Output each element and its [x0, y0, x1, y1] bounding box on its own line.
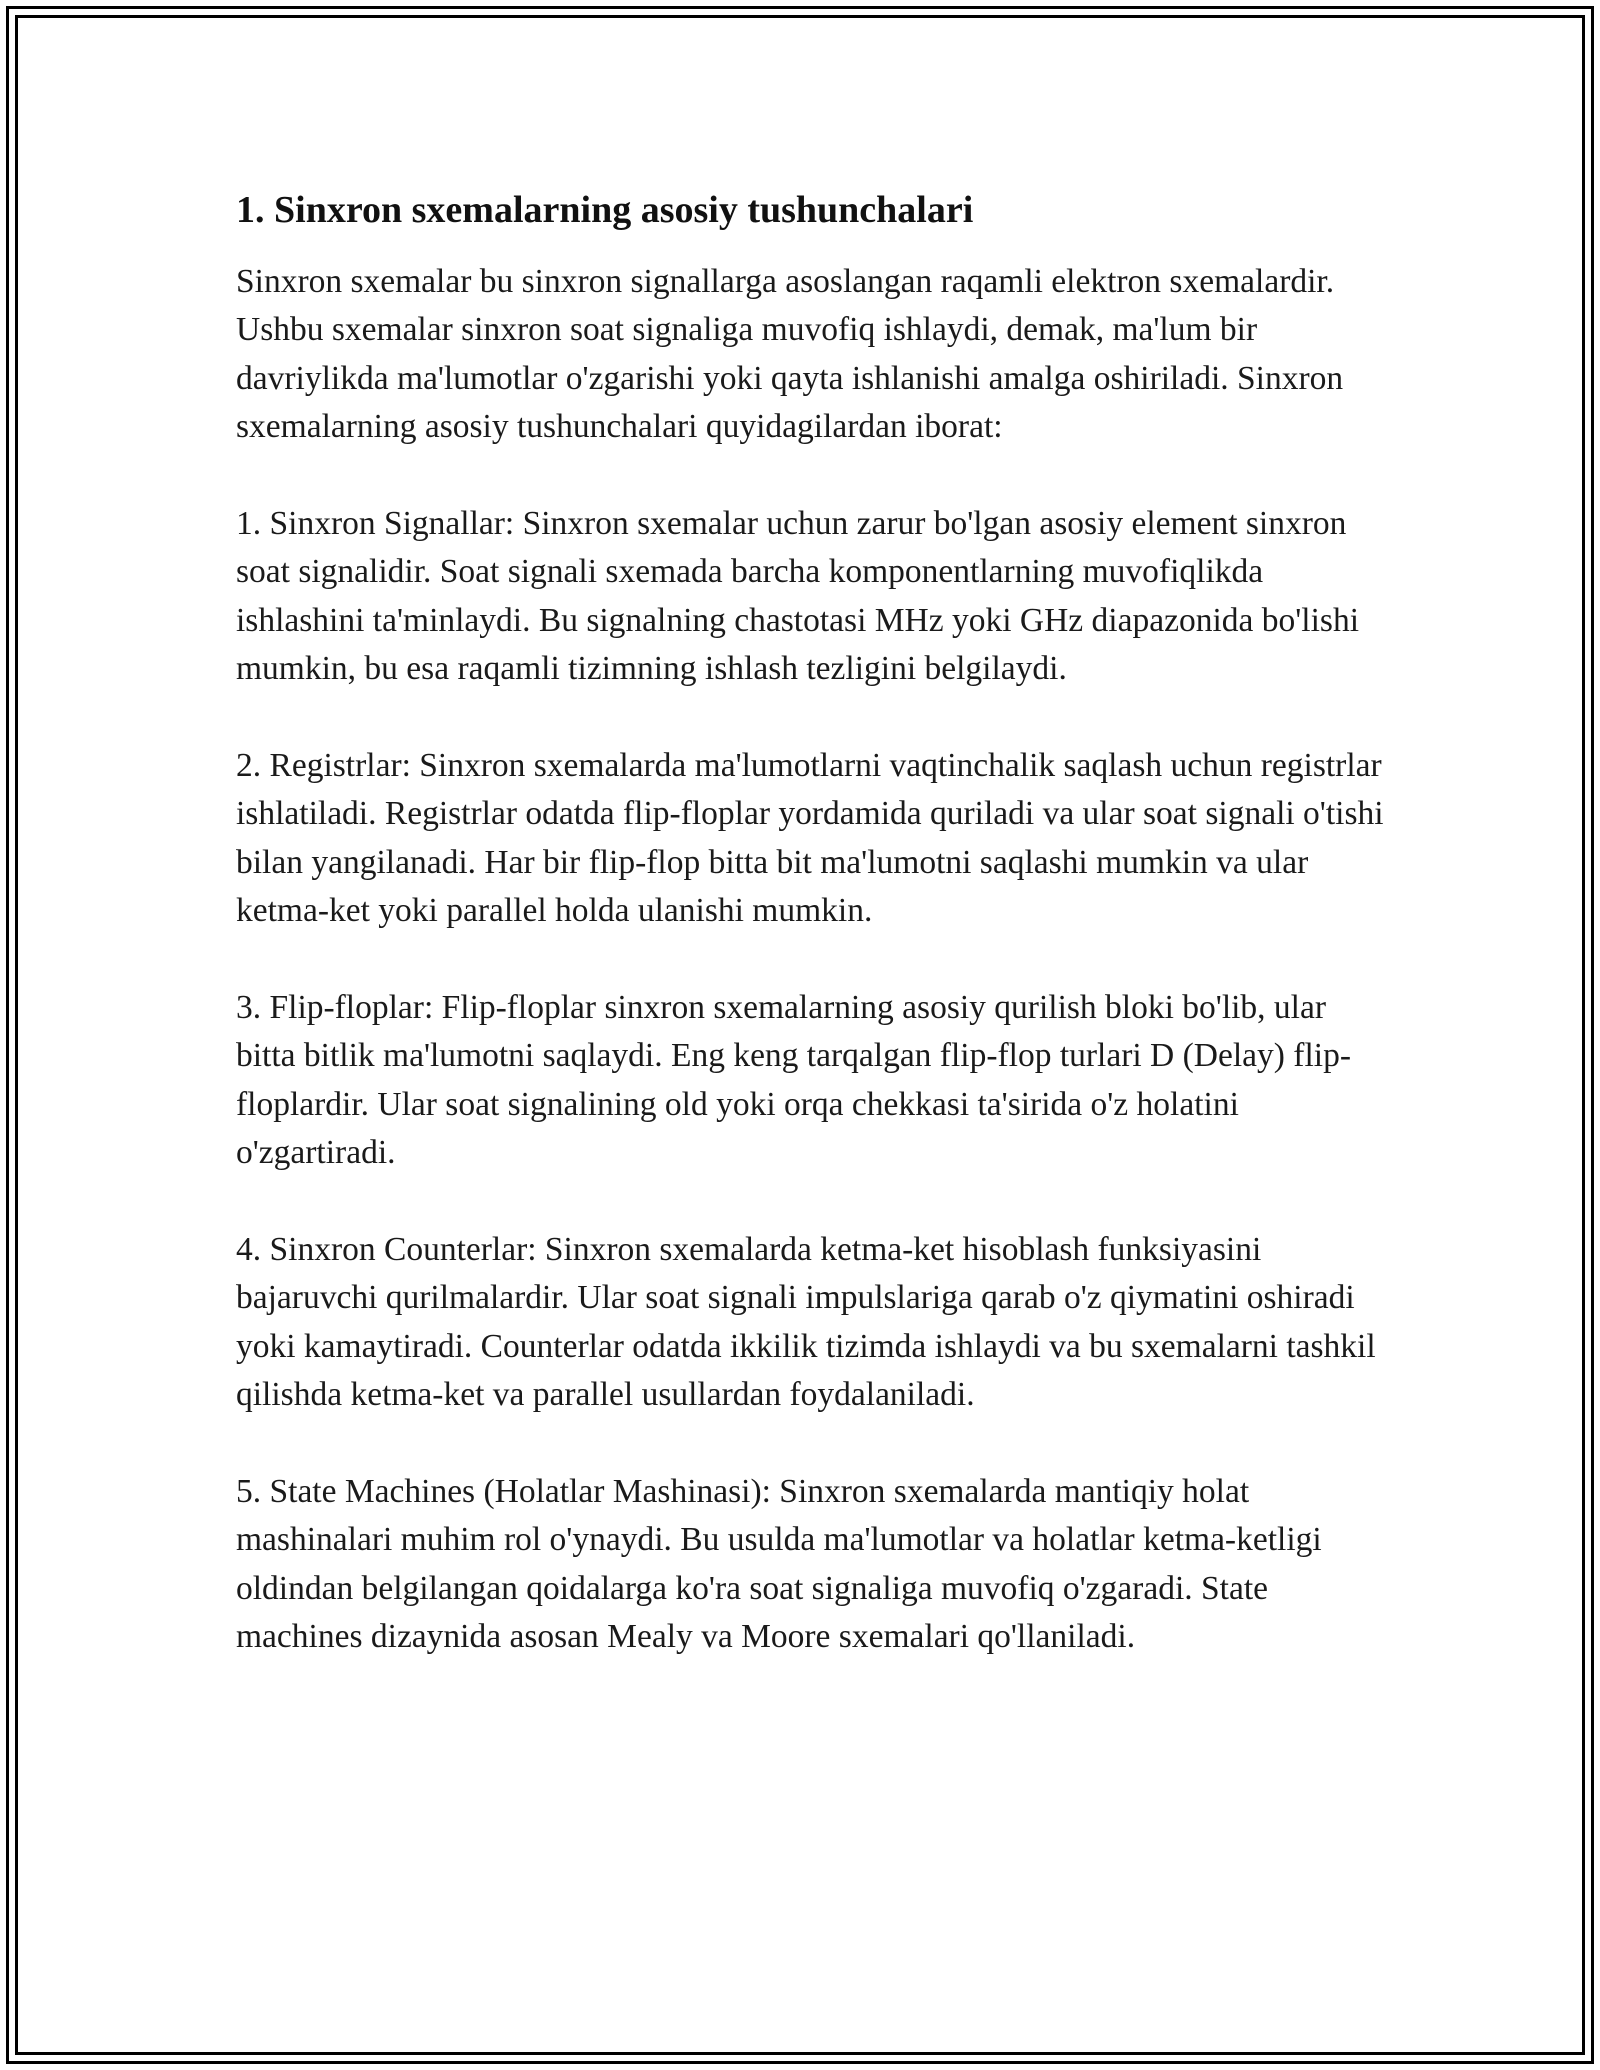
paragraph-state-machines: 5. State Machines (Holatlar Mashinasi): Sinxron sxemalarda mantiqiy holat mashinalari muhim rol o'ynaydi. Bu usulda ma'lumotlar va holatlar ketma-ketligi oldindan belgilangan qoidalarga ko'ra soat signaliga muvofiq o'zgaradi. State machines dizaynida asosan Mealy va Moore sxemalari qo'llaniladi. — [236, 1473, 1322, 1656]
section-heading: 1. Sinxron sxemalarning asosiy tushunchalari — [236, 189, 974, 231]
paragraph-sinxron-signallar: 1. Sinxron Signallar: Sinxron sxemalar uchun zarur bo'lgan asosiy element sinxron soat signalidir. Soat signali sxemada barcha komponentlarning muvofiqlikda ishlashini ta'minlaydi. Bu signalning chastotasi MHz yoki GHz diapazonida bo'lishi mumkin, bu esa raqamli tizimning ishlash tezligini belgilaydi. — [236, 505, 1360, 688]
paragraph-registrlar: 2. Registrlar: Sinxron sxemalarda ma'lumotlarni vaqtinchalik saqlash uchun registrlar ishlatiladi. Registrlar odatda flip-floplar yordamida quriladi va ular soat signali o'tishi bilan yangilanadi. Har bir flip-flop bitta bit ma'lumotni saqlashi mumkin va ular ketma-ket yoki parallel holda ulanishi mumkin. — [236, 747, 1384, 930]
paragraph-sinxron-counterlar: 4. Sinxron Counterlar: Sinxron sxemalarda ketma-ket hisoblash funksiyasini bajaruvchi qurilmalardir. Ular soat signali impulslariga qarab o'z qiymatini oshiradi yoki kamaytiradi. Counterlar odatda ikkilik tizimda ishlaydi va bu sxemalarni tashkil qilishda ketma-ket va parallel usullardan foydalaniladi. — [236, 1231, 1376, 1414]
document-body — [236, 186, 1386, 1710]
intro-paragraph: Sinxron sxemalar bu sinxron signallarga asoslangan raqamli elektron sxemalardir. Ushbu sxemalar sinxron soat signaliga muvofiq ishlaydi, demak, ma'lum bir davriylikda ma'lumotlar o'zgarishi yoki qayta ishlanishi amalga oshiriladi. Sinxron sxemalarning asosiy tushunchalari quyidagilardan iborat: — [236, 263, 1344, 446]
paragraph-flip-floplar: 3. Flip-floplar: Flip-floplar sinxron sxemalarning asosiy qurilish bloki bo'lib, ular bitta bitlik ma'lumotni saqlaydi. Eng keng tarqalgan flip-flop turlari D (Delay) flip-floplardir. Ular soat signalining old yoki orqa chekkasi ta'sirida o'z holatini o'zgartiradi. — [236, 989, 1351, 1172]
